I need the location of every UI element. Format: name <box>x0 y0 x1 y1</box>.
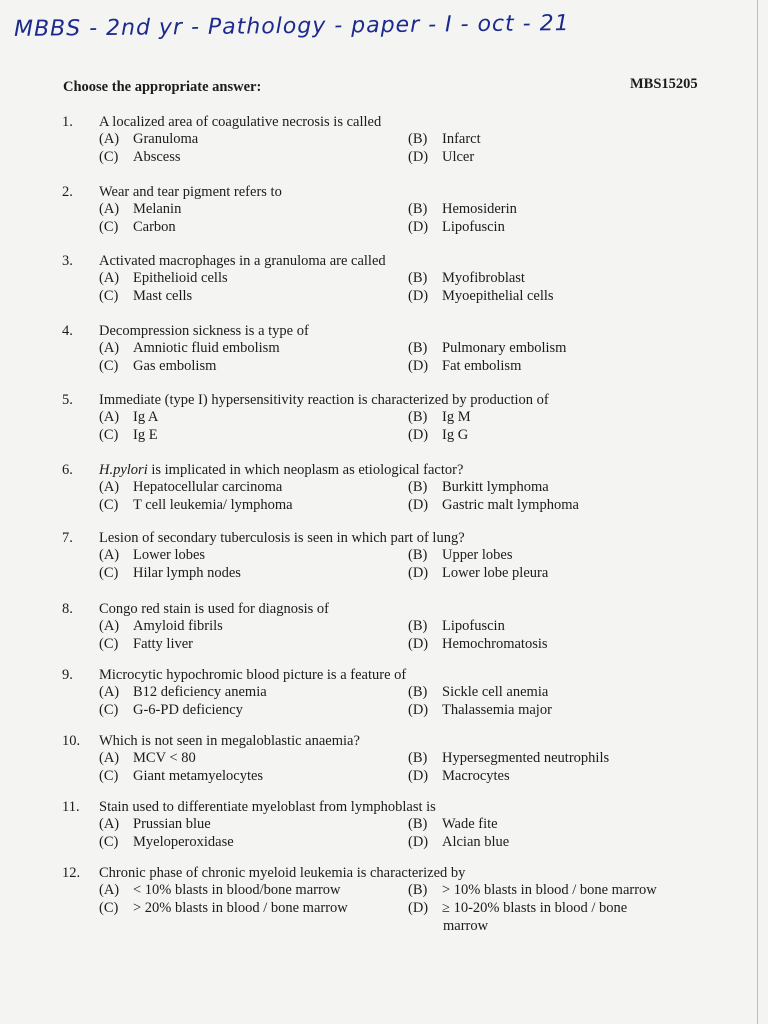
question-number: 4. <box>62 323 73 339</box>
option-c <box>99 565 241 582</box>
question-stem <box>99 733 360 750</box>
option-label: (C) <box>99 636 119 652</box>
option-label: (B) <box>408 340 428 356</box>
option-label: (C) <box>99 427 119 443</box>
option-a <box>99 409 158 426</box>
option-text: MCV < 80 <box>133 750 196 766</box>
option-label: (A) <box>99 618 120 634</box>
option-label: (B) <box>408 618 428 634</box>
option-label: (B) <box>408 816 428 832</box>
option-label: (D) <box>408 565 429 581</box>
option-text: > 20% blasts in blood / bone marrow <box>133 900 348 916</box>
option-d <box>408 565 548 582</box>
option-d <box>408 702 552 719</box>
option-d <box>408 149 474 166</box>
option-d <box>408 358 521 375</box>
question-stem-text: Wear and tear pigment refers to <box>99 184 282 200</box>
option-b <box>408 684 548 701</box>
question-stem-text: A localized area of coagulative necrosis is called <box>99 114 382 130</box>
option-text: Ig M <box>442 409 471 425</box>
option-label: (B) <box>408 750 428 766</box>
option-text: Granuloma <box>133 131 199 147</box>
option-text: Hepatocellular carcinoma <box>133 479 283 495</box>
question-stem-text: Lesion of secondary tuberculosis is seen in which part of lung? <box>99 530 465 546</box>
option-text: Hemosiderin <box>442 201 517 217</box>
option-label: (A) <box>99 750 120 766</box>
question-stem-text: Stain used to differentiate myeloblast from lymphoblast is <box>99 799 436 815</box>
option-a <box>99 882 341 899</box>
question-number: 6. <box>62 462 73 478</box>
question-number: 7. <box>62 530 73 546</box>
option-label: (D) <box>408 497 429 513</box>
option-text: Lower lobe pleura <box>442 565 549 581</box>
option-text: Burkitt lymphoma <box>442 479 549 495</box>
question-stem-text: Immediate (type I) hypersensitivity reaction is characterized by production of <box>99 392 549 408</box>
question-stem <box>99 323 309 340</box>
option-label: (B) <box>408 684 428 700</box>
option-text: > 10% blasts in blood / bone marrow <box>442 882 657 898</box>
option-c <box>99 834 234 851</box>
option-label: (A) <box>99 547 120 563</box>
question-stem-text: Microcytic hypochromic blood picture is a feature of <box>99 667 407 683</box>
option-d <box>408 834 509 851</box>
option-text: Fatty liver <box>133 636 194 652</box>
handwritten-title: MBBS - 2nd yr - Pathology - paper - I - oct - 21 <box>13 11 570 42</box>
option-label: (C) <box>99 497 119 513</box>
option-text: Epithelioid cells <box>133 270 228 286</box>
option-text: Ig G <box>442 427 469 443</box>
option-text: Hypersegmented neutrophils <box>442 750 610 766</box>
option-d <box>408 288 554 305</box>
option-text: Abscess <box>133 149 181 165</box>
option-label: (D) <box>408 149 429 165</box>
option-label: (A) <box>99 816 120 832</box>
option-text: Alcian blue <box>442 834 510 850</box>
question-number: 11. <box>62 799 80 815</box>
question-stem-text: Congo red stain is used for diagnosis of <box>99 601 329 617</box>
option-text: G-6-PD deficiency <box>133 702 243 718</box>
option-text: Pulmonary embolism <box>442 340 567 356</box>
question-stem-text: Which is not seen in megaloblastic anaemia? <box>99 733 360 749</box>
option-text: Amyloid fibrils <box>133 618 223 634</box>
option-label: (A) <box>99 270 120 286</box>
option-b <box>408 131 481 148</box>
option-text: T cell leukemia/ lymphoma <box>133 497 293 513</box>
option-label: (A) <box>99 409 120 425</box>
option-text: Ig A <box>133 409 159 425</box>
option-label: (D) <box>408 636 429 652</box>
option-a <box>99 131 198 148</box>
option-text: Upper lobes <box>442 547 513 563</box>
option-text: Myeloperoxidase <box>133 834 234 850</box>
option-c <box>99 497 293 514</box>
option-text: Ulcer <box>442 149 475 165</box>
option-a <box>99 201 181 218</box>
option-label: (C) <box>99 900 119 916</box>
option-b <box>408 750 609 767</box>
option-text: Gas embolism <box>133 358 217 374</box>
question-stem <box>99 253 386 270</box>
option-label: (B) <box>408 270 428 286</box>
option-a <box>99 340 280 357</box>
question-number: 10. <box>62 733 81 749</box>
option-text: Sickle cell anemia <box>442 684 549 700</box>
question-number: 1. <box>62 114 73 130</box>
option-label: (D) <box>408 427 429 443</box>
option-b <box>408 882 657 899</box>
option-label: (D) <box>408 358 429 374</box>
option-label: (B) <box>408 479 428 495</box>
option-c <box>99 219 176 236</box>
option-text: Amniotic fluid embolism <box>133 340 280 356</box>
option-label: (D) <box>408 219 429 235</box>
option-label: (B) <box>408 409 428 425</box>
question-stem <box>99 184 282 201</box>
option-label: (D) <box>408 834 429 850</box>
option-text: Lipofuscin <box>442 618 505 634</box>
option-a <box>99 816 211 833</box>
question-stem <box>99 114 381 131</box>
option-d <box>408 636 548 653</box>
question-stem-text: Chronic phase of chronic myeloid leukemia is characterized by <box>99 865 466 881</box>
option-label: (C) <box>99 702 119 718</box>
option-text: Giant metamyelocytes <box>133 768 264 784</box>
question-number: 3. <box>62 253 73 269</box>
option-b <box>408 201 517 218</box>
option-label: (C) <box>99 768 119 784</box>
paper-code: MBS15205 <box>630 76 698 92</box>
option-c <box>99 900 348 917</box>
option-text: Thalassemia major <box>442 702 552 718</box>
option-text: Macrocytes <box>442 768 510 784</box>
instruction-heading: Choose the appropriate answer: <box>63 79 262 95</box>
option-label: (D) <box>408 702 429 718</box>
question-stem-text: Decompression sickness is a type of <box>99 323 309 339</box>
option-b <box>408 270 525 287</box>
question-stem-text: Activated macrophages in a granuloma are called <box>99 253 386 269</box>
option-d <box>408 497 579 514</box>
option-text: Ig E <box>133 427 158 443</box>
option-text: B12 deficiency anemia <box>133 684 267 700</box>
option-c <box>99 288 192 305</box>
option-c <box>99 149 181 166</box>
option-a <box>99 270 228 287</box>
option-label: (A) <box>99 479 120 495</box>
option-label: (C) <box>99 288 119 304</box>
option-label: (D) <box>408 288 429 304</box>
option-label: (B) <box>408 882 428 898</box>
option-c <box>99 768 263 785</box>
option-a <box>99 479 282 496</box>
option-c <box>99 702 243 719</box>
option-d <box>408 427 468 444</box>
option-text: Wade fite <box>442 816 498 832</box>
question-stem <box>99 799 436 816</box>
option-label: (B) <box>408 547 428 563</box>
option-label: (C) <box>99 149 119 165</box>
option-c <box>99 427 158 444</box>
option-text: Infarct <box>442 131 481 147</box>
question-number: 9. <box>62 667 73 683</box>
option-b <box>408 547 512 564</box>
option-label: (C) <box>99 565 119 581</box>
question-stem <box>99 392 549 409</box>
question-stem-italic: H.pylori <box>99 462 148 478</box>
option-a <box>99 547 205 564</box>
option-text: Lower lobes <box>133 547 206 563</box>
option-label: (B) <box>408 201 428 217</box>
option-text: Myoepithelial cells <box>442 288 554 304</box>
question-stem-text: is implicated in which neoplasm as etiological factor? <box>147 462 464 478</box>
question-stem <box>99 462 463 479</box>
option-d <box>408 219 505 236</box>
option-label: (B) <box>408 131 428 147</box>
option-b <box>408 618 505 635</box>
option-label: (C) <box>99 219 119 235</box>
option-d <box>408 900 627 917</box>
question-stem <box>99 667 406 684</box>
option-c <box>99 636 193 653</box>
option-label: (A) <box>99 131 120 147</box>
option-label: (D) <box>408 900 429 916</box>
question-number: 12. <box>62 865 81 881</box>
question-number: 5. <box>62 392 73 408</box>
option-d <box>408 768 510 785</box>
option-label: (A) <box>99 340 120 356</box>
option-c <box>99 358 216 375</box>
option-continuation: marrow <box>443 918 489 934</box>
option-b <box>408 340 566 357</box>
option-b <box>408 479 549 496</box>
option-text: Melanin <box>133 201 182 217</box>
option-text: Gastric malt lymphoma <box>442 497 579 513</box>
option-text: Fat embolism <box>442 358 522 374</box>
option-label: (C) <box>99 834 119 850</box>
question-number: 8. <box>62 601 73 617</box>
option-text: Lipofuscin <box>442 219 505 235</box>
option-text: Prussian blue <box>133 816 211 832</box>
option-text: Myofibroblast <box>442 270 525 286</box>
page-edge-divider <box>757 0 758 1024</box>
question-stem <box>99 865 465 882</box>
option-text: < 10% blasts in blood/bone marrow <box>133 882 341 898</box>
question-number: 2. <box>62 184 73 200</box>
option-text: Hilar lymph nodes <box>133 565 241 581</box>
option-text: Carbon <box>133 219 176 235</box>
option-a <box>99 750 196 767</box>
option-label: (A) <box>99 684 120 700</box>
option-text: ≥ 10-20% blasts in blood / bone <box>442 900 628 916</box>
option-text: Mast cells <box>133 288 193 304</box>
option-a <box>99 684 267 701</box>
option-text: Hemochromatosis <box>442 636 548 652</box>
option-a <box>99 618 223 635</box>
option-label: (C) <box>99 358 119 374</box>
question-stem <box>99 601 329 618</box>
question-stem <box>99 530 465 547</box>
option-label: (A) <box>99 201 120 217</box>
option-b <box>408 816 498 833</box>
option-label: (D) <box>408 768 429 784</box>
option-b <box>408 409 471 426</box>
option-label: (A) <box>99 882 120 898</box>
